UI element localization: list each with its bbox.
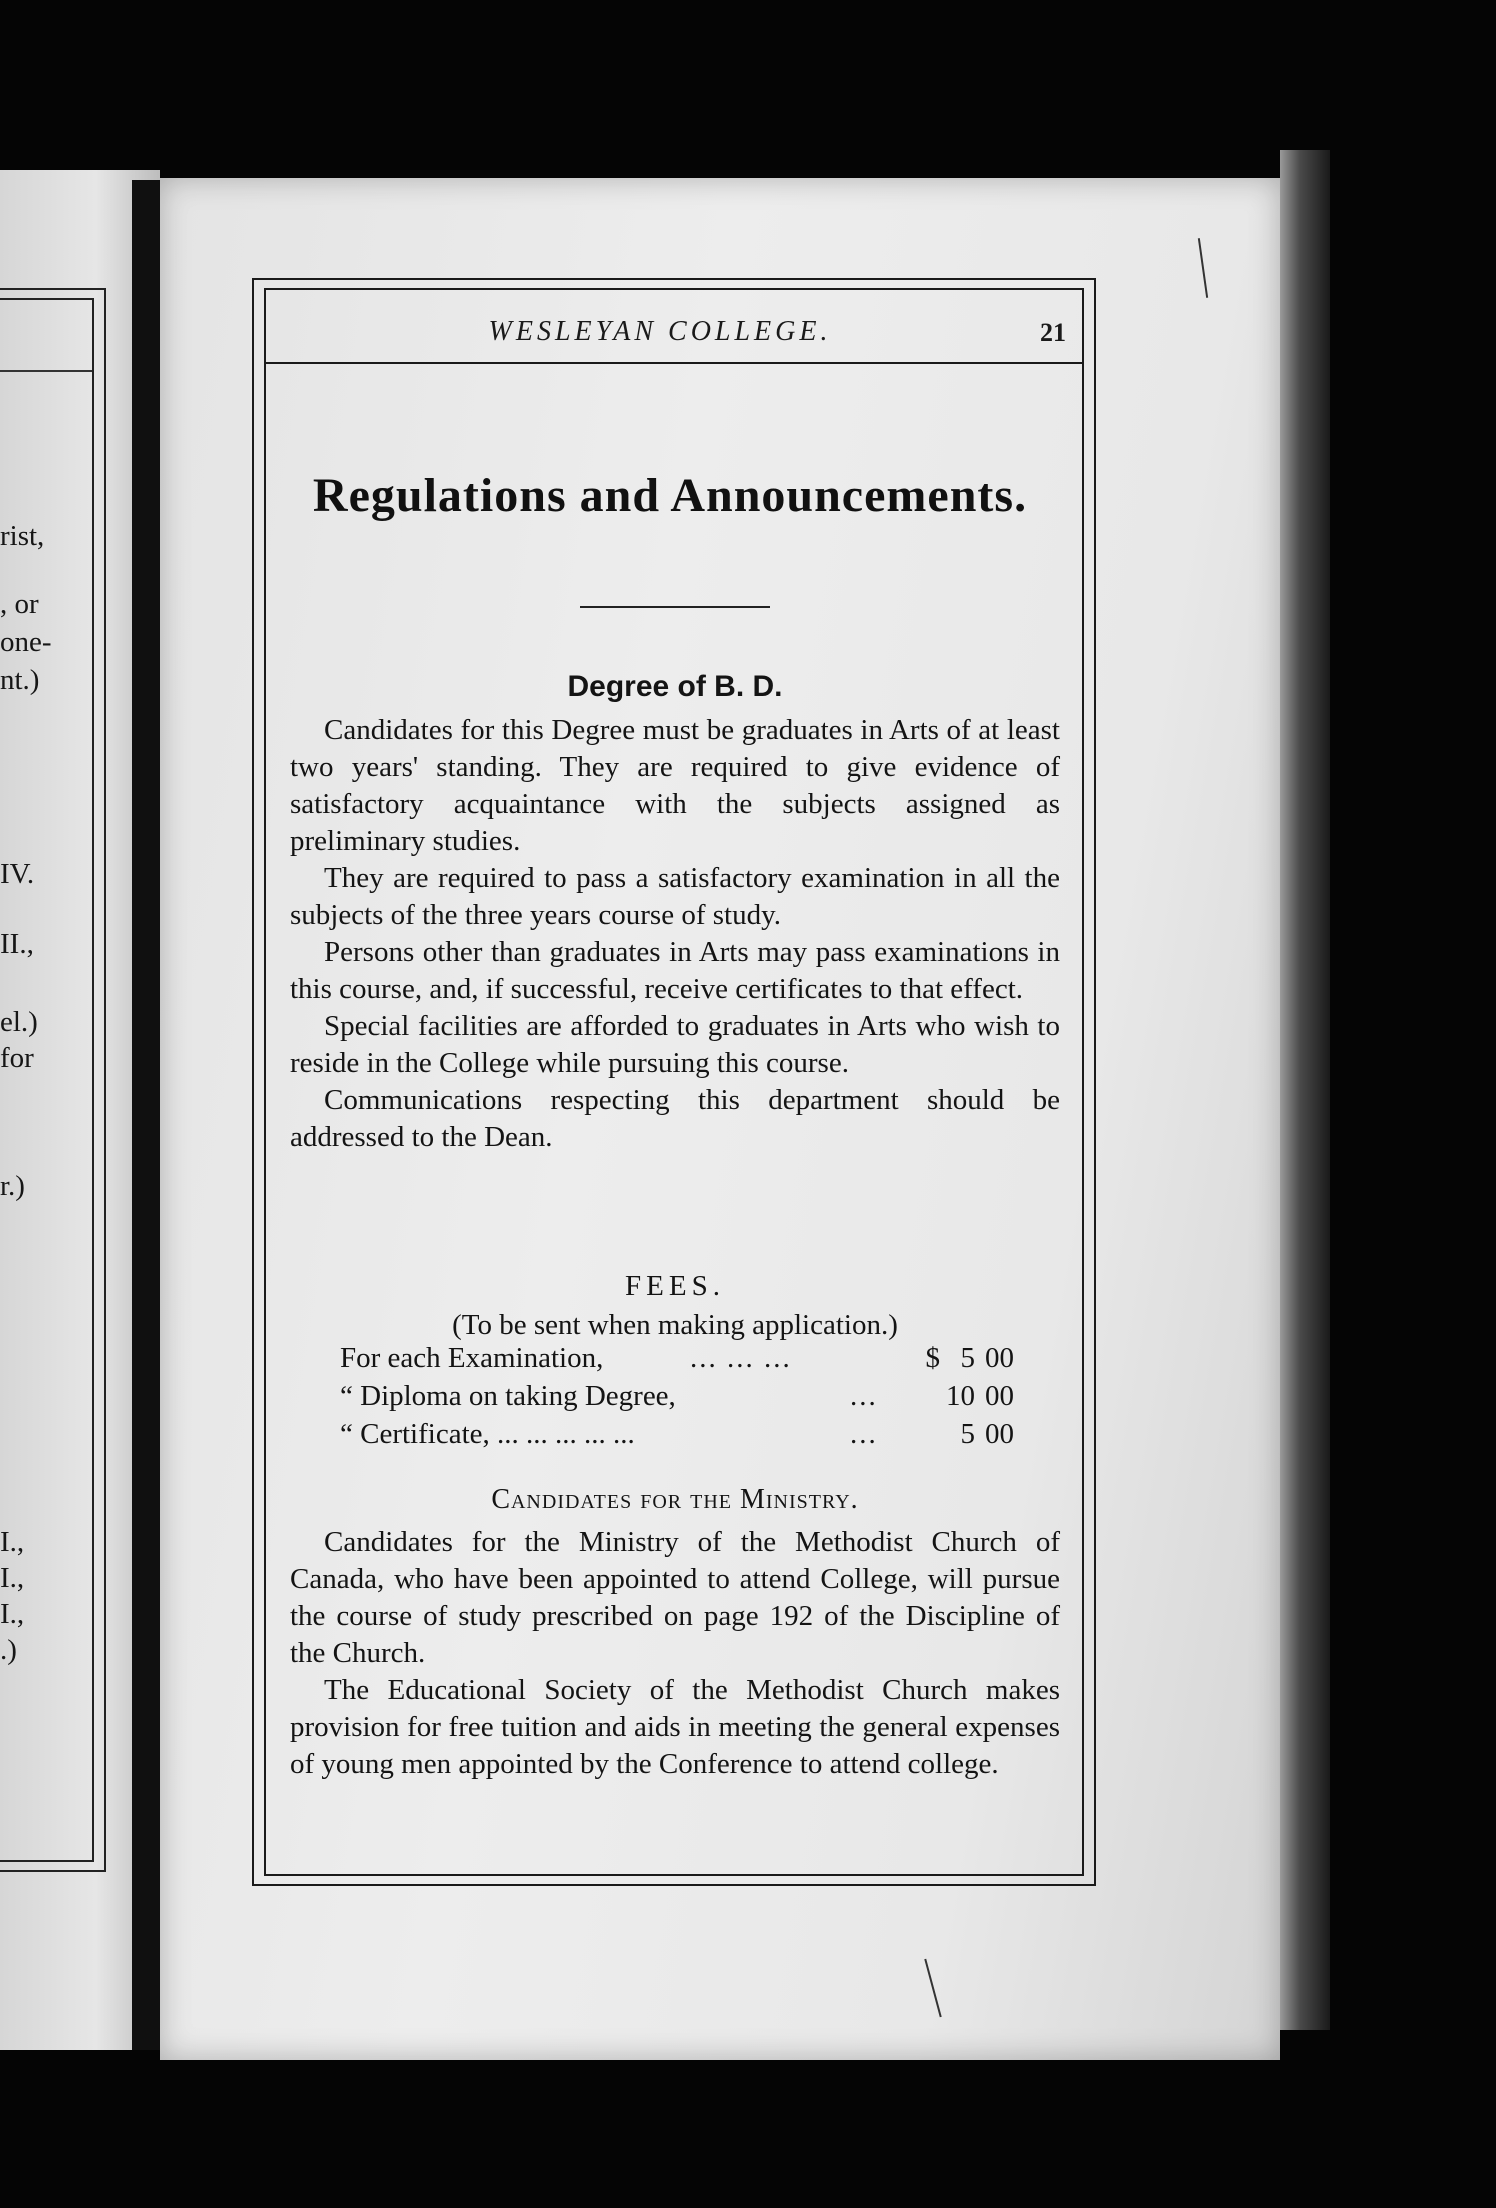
facing-page-text: I.,: [0, 1598, 25, 1630]
section-heading: Degree of B. D.: [567, 670, 783, 703]
ministry-section: [290, 1484, 1060, 1783]
fee-cents: 00: [985, 1380, 1014, 1412]
facing-page-text: el.): [0, 1006, 38, 1038]
page-number: 21: [1040, 318, 1066, 347]
fee-amount: 10: [946, 1380, 975, 1412]
title-rule: [580, 606, 770, 608]
paragraph: They are required to pass a satisfactory examination in all the subjects of the three years course of study.: [290, 862, 1060, 931]
facing-page-text: nt.): [0, 664, 40, 696]
paragraph: Candidates for the Ministry of the Methodist Church of Canada, who have been appointed to attend College, will pursue the course of study prescribed on page 192 of the Discipline of the Church.: [290, 1526, 1060, 1669]
fee-dots: ... ... ...: [690, 1342, 792, 1374]
page-title: Regulations and Announcements.: [312, 469, 1028, 522]
fees-section: [290, 1270, 1060, 1456]
facing-page-text: rist,: [0, 520, 45, 552]
section-heading: Candidates for the Ministry.: [491, 1484, 859, 1515]
facing-page-text: .): [0, 1634, 17, 1666]
fee-label: For each Examination,: [340, 1342, 604, 1374]
fee-cents: 00: [985, 1418, 1014, 1450]
paragraph: Communications respecting this department should be addressed to the Dean.: [290, 1084, 1060, 1153]
facing-page-text: II.,: [0, 928, 34, 960]
paragraph: Candidates for this Degree must be graduates in Arts of at least two years' standing. They are required to give evidence of satisfactory acquaintance with the subjects assigned as preliminary studies.: [290, 714, 1060, 857]
fee-amount: 5: [960, 1342, 975, 1374]
paragraph: The Educational Society of the Methodist Church makes provision for free tuition and aids in meeting the general expenses of young men appointed by the Conference to attend college.: [290, 1674, 1060, 1780]
facing-page-text: one-: [0, 626, 52, 658]
book-page: [160, 178, 1280, 2060]
facing-page-text: , or: [0, 588, 39, 620]
fee-row: [290, 1342, 1060, 1380]
facing-page-text: I.,: [0, 1526, 25, 1558]
fees-note: (To be sent when making application.): [452, 1309, 898, 1341]
facing-page-header-rule: [0, 370, 92, 372]
fee-cents: 00: [985, 1342, 1014, 1374]
fee-amount: 5: [960, 1418, 975, 1450]
paragraph: Special facilities are afforded to graduates in Arts who wish to reside in the College while pursuing this course.: [290, 1010, 1060, 1079]
facing-page-text: IV.: [0, 858, 35, 890]
fee-label: “ Diploma on taking Degree,: [340, 1380, 676, 1412]
degree-section: [290, 670, 1060, 1156]
fee-dots: ...: [850, 1418, 878, 1450]
fee-label: “ Certificate, ... ... ... ... ...: [340, 1418, 635, 1450]
running-title: WESLEYAN COLLEGE.: [488, 316, 832, 347]
pencil-mark: [924, 1959, 941, 2017]
fee-row: [290, 1418, 1060, 1456]
facing-page-text: for: [0, 1042, 34, 1074]
facing-page-text: I.,: [0, 1562, 25, 1594]
fees-heading: FEES.: [625, 1270, 725, 1302]
facing-page-text: r.): [0, 1170, 25, 1202]
pencil-mark: [1198, 238, 1208, 298]
fee-currency: $: [925, 1342, 940, 1374]
fee-dots: ...: [850, 1380, 878, 1412]
header-rule: [266, 362, 1082, 364]
paragraph: Persons other than graduates in Arts may pass examinations in this course, and, if successful, receive certificates to that effect.: [290, 936, 1060, 1005]
fee-row: [290, 1380, 1060, 1418]
page-edge: [1280, 150, 1330, 2030]
